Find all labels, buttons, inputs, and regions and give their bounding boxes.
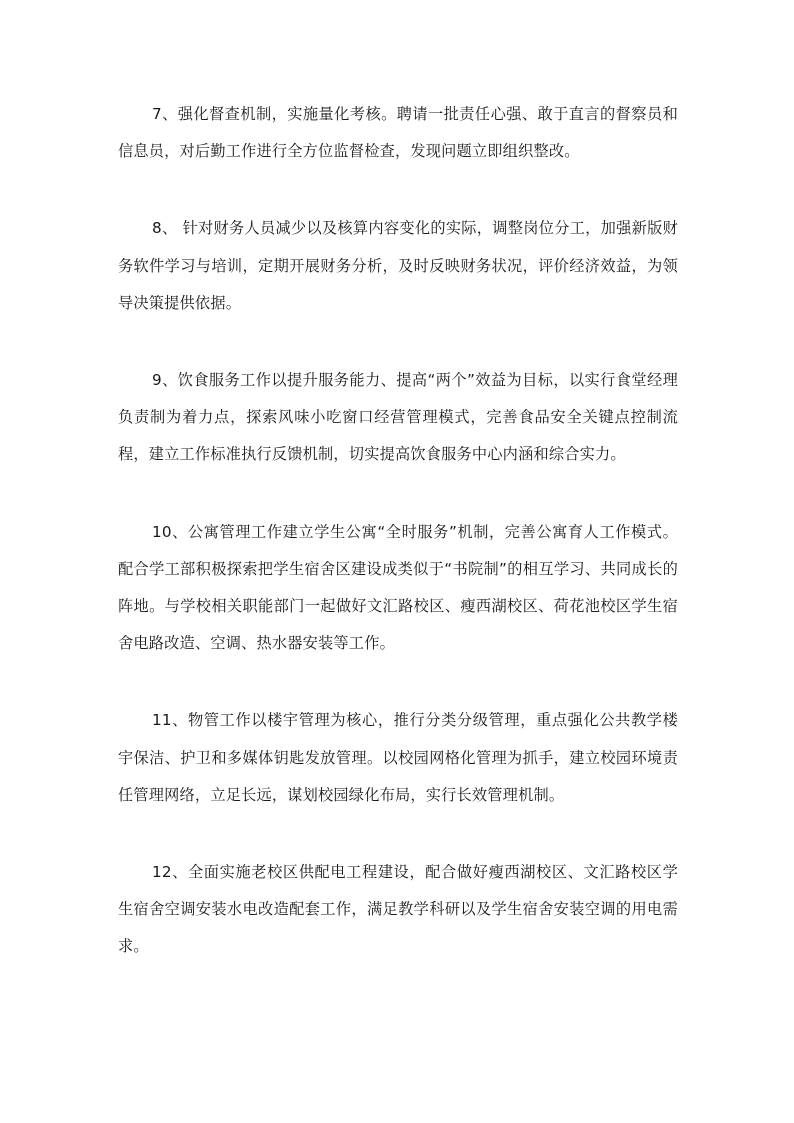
paragraph-item-12: 12、全面实施老校区供配电工程建设，配合做好瘦西湖校区、文汇路校区学生宿舍空调安装水电改造配套工作，满足教学科研以及学生宿舍安装空调的用电需求。: [118, 863, 678, 956]
paragraph-item-10: 10、公寓管理工作建立学生公寓“全时服务”机制，完善公寓育人工作模式。配合学工部积极探索把学生宿舍区建设成类似于“书院制”的相互学习、共同成长的阵地。与学校相关职能部门一起做好文汇路校区、瘦西湖校区、荷花池校区学生宿舍电路改造、空调、热水器安装等工作。: [118, 522, 678, 653]
paragraph-item-7: 7、强化督查机制，实施量化考核。聘请一批责任心强、敢于直言的督察员和信息员，对后勤工作进行全方位监督检查，发现问题立即组织整改。: [118, 105, 678, 161]
paragraph-item-8: 8、 针对财务人员减少以及核算内容变化的实际，调整岗位分工，加强新版财务软件学习与培训，定期开展财务分析，及时反映财务状况，评价经济效益，为领导决策提供依据。: [118, 219, 678, 312]
document-page: [118, 96, 678, 1006]
paragraph-item-9: 9、饮食服务工作以提升服务能力、提高“两个”效益为目标，以实行食堂经理负责制为着力点，探索风味小吃窗口经营管理模式，完善食品安全关键点控制流程，建立工作标准执行反馈机制，切实提高饮食服务中心内涵和综合实力。: [118, 371, 678, 464]
paragraph-item-11: 11、物管工作以楼宇管理为核心，推行分类分级管理，重点强化公共教学楼宇保洁、护卫和多媒体钥匙发放管理。以校园网格化管理为抓手，建立校园环境责任管理网络，立足长远，谋划校园绿化布局，实行长效管理机制。: [118, 711, 678, 804]
